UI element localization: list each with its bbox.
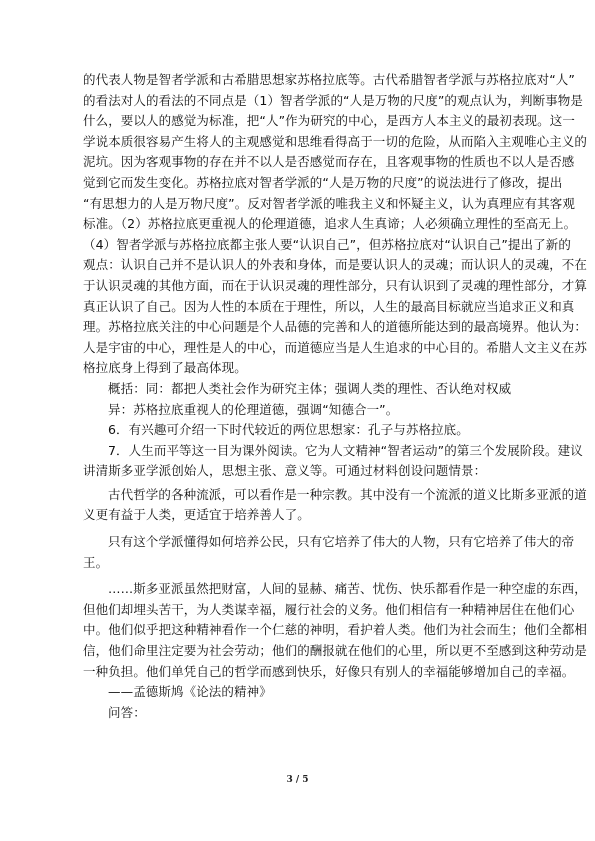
text-line: 的看法对人的看法的不同点是（1）智者学派的“人是万物的尺度”的观点认为，判断事物是: [83, 92, 584, 108]
text-line: 于认识灵魂的其他方面，而在于认识灵魂的理性部分，只有认识到了灵魂的理性部分，才算: [83, 277, 588, 293]
quote-line: 一种负担。他们单凭自己的哲学而感到快乐，好像只有别人的幸福能够增加自己的幸福。: [83, 663, 575, 679]
quote-line: 古代哲学的各种流派，可以看作是一种宗教。其中没有一个流派的道义比斯多亚派的道: [108, 486, 587, 502]
text-line: 讲清斯多亚学派创始人，思想主张、意义等。可通过材料创设问题情景：: [83, 463, 487, 479]
question-label: 问答：: [108, 704, 146, 720]
document-body: [83, 70, 588, 723]
text-line: 真正认识了自己。因为人性的本质在于理性，所以，人生的最高目标就应当追求正义和真: [83, 298, 575, 314]
quote-line: 义更有益于人类，更适宜于培养善人了。: [83, 507, 310, 523]
item-7-line: 7．人生而平等这一目为课外阅读。它为人文精神“智者运动”的第三个发展阶段。建议: [108, 442, 583, 458]
text-line: “有思想力的人是万物尺度”。反对智者学派的唯我主义和怀疑主义，认为真理应有其客观: [83, 195, 575, 211]
quote-line: ……斯多亚派虽然把财富，人间的显赫、痛苦、忧伤、快乐都看作是一种空虚的东西，: [108, 581, 587, 597]
text-line: 理。苏格拉底关注的中心问题是个人品德的完善和人的道德所能达到的最高境界。他认为：: [83, 319, 588, 335]
summary-line: 概括：同：都把人类社会作为研究主体；强调人类的理性、否认绝对权威: [108, 380, 512, 396]
text-line: 觉到它而发生变化。苏格拉底对智者学派的“人是万物的尺度”的说法进行了修改，提出: [83, 174, 563, 190]
quote-line: 王。: [83, 554, 109, 570]
text-line: （4）智者学派与苏格拉底都主张人要“认识自己”，但苏格拉底对“认识自己”提出了新的: [83, 236, 571, 252]
page-number: 3 / 5: [286, 775, 309, 785]
text-line: 的代表人物是智者学派和古希腊思想家苏格拉底等。古代希腊智者学派与苏格拉底对“人”: [83, 72, 575, 87]
quote-attribution: ——孟德斯鸠《论法的精神》: [108, 684, 272, 700]
quote-line: 只有这个学派懂得如何培养公民，只有它培养了伟大的人物，只有它培养了伟大的帝: [108, 534, 575, 550]
text-line: 观点：认识自己并不是认识人的外表和身体，而是要认识人的灵魂；而认识人的灵魂，不在: [83, 257, 588, 273]
quote-line: 但他们却埋头苦干，为人类谋幸福，履行社会的义务。他们相信有一种精神居住在他们心: [83, 601, 575, 617]
text-line: 学说本质很容易产生将人的主观感觉和思维看得高于一切的危险，从而陷入主观唯心主义的: [83, 133, 588, 149]
text-line: 人是宇宙的中心，理性是人的中心，而道德应当是人生追求的中心目的。希腊人文主义在苏: [83, 339, 588, 355]
text-line: 格拉底身上得到了最高体现。: [83, 360, 247, 376]
item-6-line: 6．有兴趣可介绍一下时代较近的两位思想家：孔子与苏格拉底。: [108, 422, 469, 438]
summary-line: 异：苏格拉底重视人的伦理道德，强调“知德合一”。: [108, 401, 399, 417]
quote-line: 中。他们似乎把这种精神看作一个仁慈的神明，看护着人类。他们为社会而生；他们全都相: [83, 622, 588, 638]
quote-line: 信，他们命里注定要为社会劳动；他们的酬报就在他们的心里，所以更不至感到这种劳动是: [83, 643, 588, 659]
text-line: 标准。（2）苏格拉底更重视人的伦理道德，追求人生真谛；人必须确立理性的至高无上。: [83, 216, 577, 232]
text-line: 什么，要以人的感觉为标准，把“人”作为研究的中心，是西方人本主义的最初表现。这一: [83, 113, 575, 129]
text-line: 泥坑。因为客观事物的存在并不以人是否感觉而存在，且客观事物的性质也不以人是否感: [83, 154, 575, 170]
